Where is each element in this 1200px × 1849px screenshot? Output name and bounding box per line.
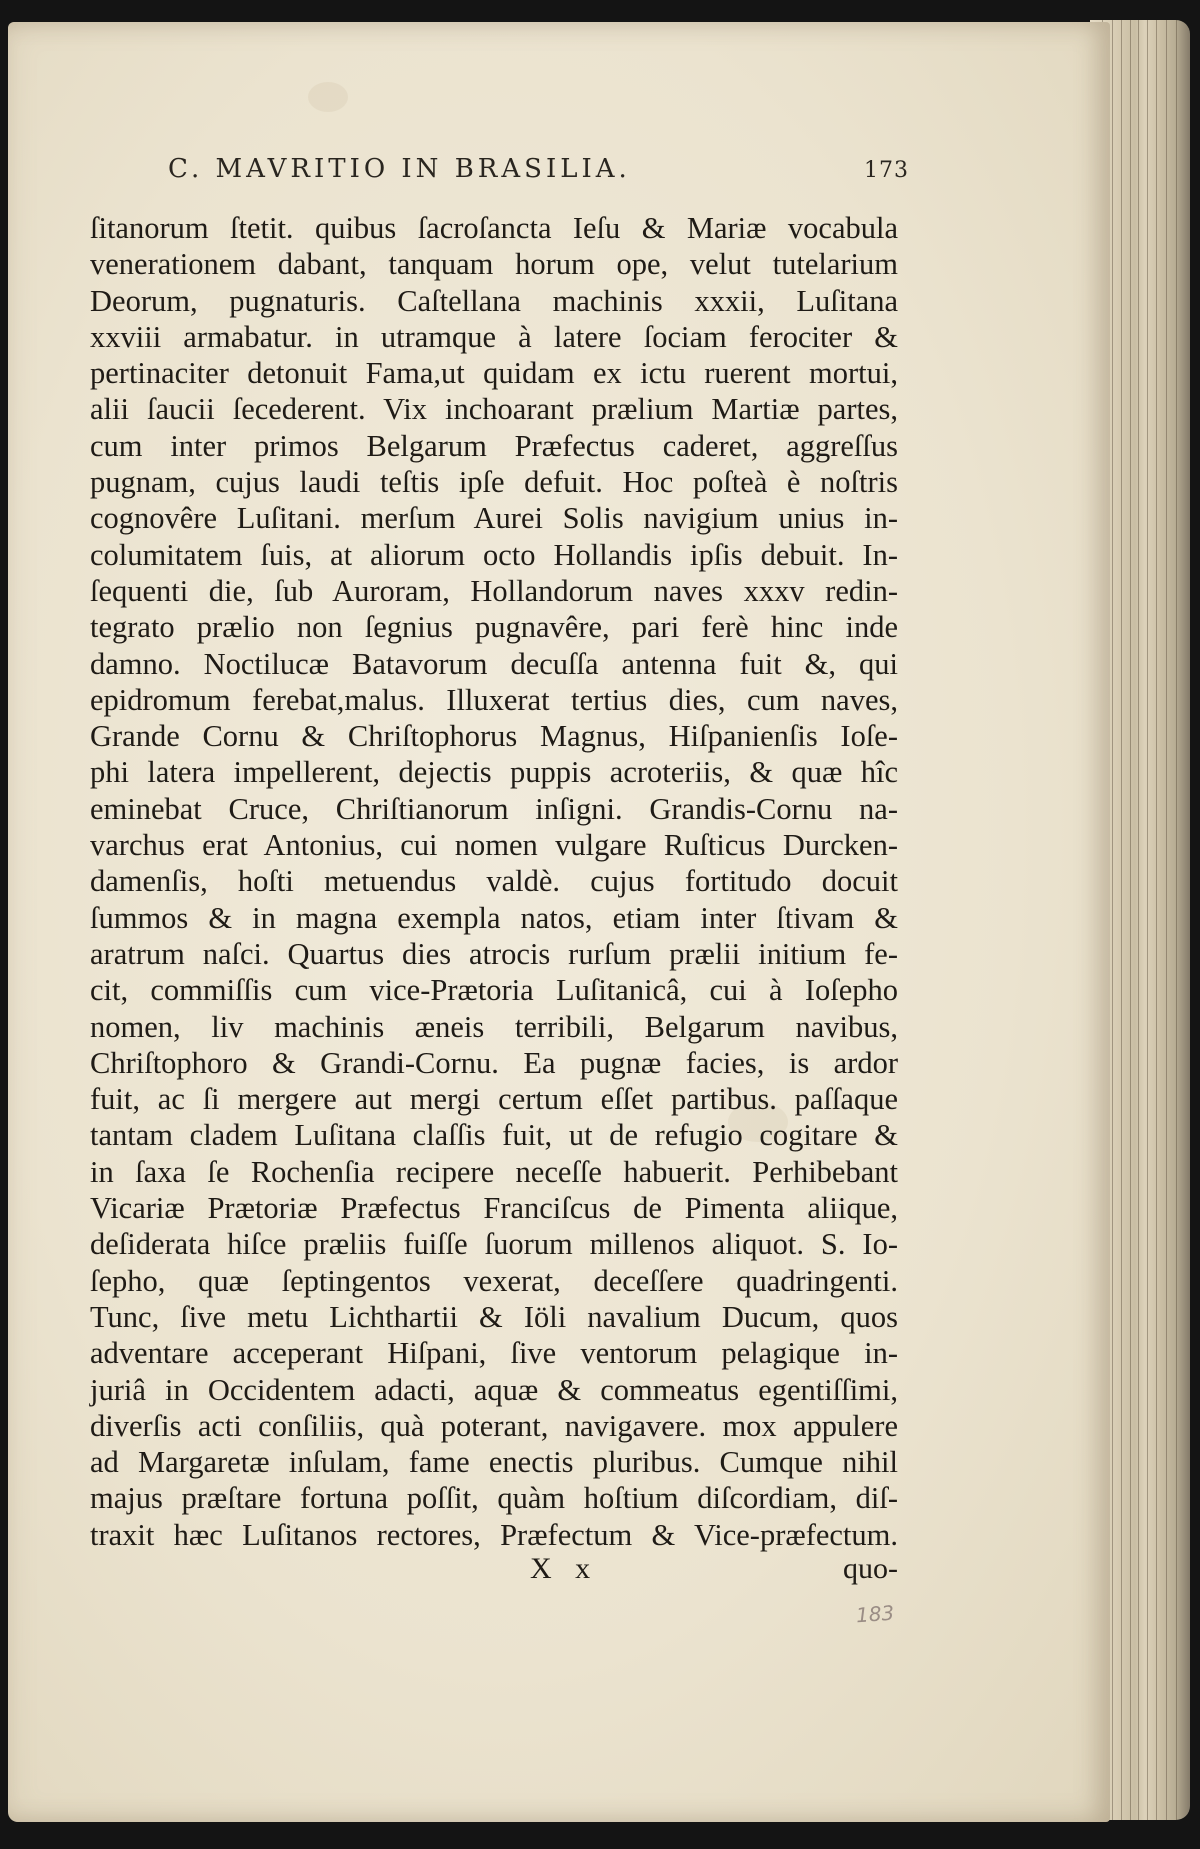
text-line: nomen, liv machinis æneis terribili, Belgarum navibus, [90,1009,898,1044]
text-line: cit, commiſſis cum vice-Prætoria Luſitanicâ, cui à Ioſepho [90,973,898,1008]
running-head [168,154,938,184]
text-line: Deorum, pugnaturis. Caſtellana machinis xxxii, Luſitana [90,283,898,318]
text-line: traxit hæc Luſitanos rectores, Præfectum & Vice-præfectum. [90,1517,898,1552]
text-line: Tunc, ſive metu Lichthartii & Iöli navalium Ducum, quos [90,1299,898,1334]
text-line: fuit, ac ſi mergere aut mergi certum eſſet partibus. paſſaque [90,1082,898,1117]
text-line: alii ſaucii ſecederent. Vix inchoarant prælium Martiæ partes, [90,392,898,427]
text-line: Vicariæ Prætoriæ Præfectus Franciſcus de Pimenta aliique, [90,1191,898,1226]
page-number: 173 [864,158,909,183]
text-line: ad Margaretæ inſulam, fame enectis pluribus. Cumque nihil [90,1445,898,1480]
text-line: juriâ in Occidentem adacti, aquæ & commeatus egentiſſimi, [90,1372,898,1407]
book-page [8,22,1110,1822]
pencil-folio-annotation: 183 [855,1600,895,1628]
body-text [90,210,898,1553]
text-line: deſiderata hiſce præliis fuiſſe ſuorum millenos aliquot. S. Io- [90,1227,898,1262]
text-line: epidromum ferebat,malus. Illuxerat tertius dies, cum naves, [90,682,898,717]
text-line: xxviii armabatur. in utramque à latere ſociam ferociter & [90,319,898,354]
text-line: pertinaciter detonuit Fama,ut quidam ex ictu ruerent mortui, [90,356,898,391]
text-line: ſepho, quæ ſeptingentos vexerat, deceſſere quadringenti. [90,1263,898,1298]
text-line: varchus erat Antonius, cui nomen vulgare Ruſticus Durcken- [90,828,898,863]
text-line: phi latera impellerent, dejectis puppis acroteriis, & quæ hîc [90,755,898,790]
text-line: adventare acceperant Hiſpani, ſive ventorum pelagique in- [90,1336,898,1371]
text-line: Chriſtophoro & Grandi-Cornu. Ea pugnæ facies, is ardor [90,1045,898,1080]
text-line: diverſis acti conſiliis, quà poterant, navigavere. mox appulere [90,1408,898,1443]
text-line: cum inter primos Belgarum Præfectus caderet, aggreſſus [90,428,898,463]
text-line: ſummos & in magna exempla natos, etiam inter ſtivam & [90,900,898,935]
text-line: eminebat Cruce, Chriſtianorum inſigni. Grandis-Cornu na- [90,791,898,826]
text-line: tegrato prælio non ſegnius pugnavêre, pari ferè hinc inde [90,610,898,645]
signature-mark: X x [530,1552,599,1585]
catchword: quo- [843,1552,898,1585]
text-line: pugnam, cujus laudi teſtis ipſe defuit. Hoc poſteà è noſtris [90,465,898,500]
text-line: ſequenti die, ſub Auroram, Hollandorum naves xxxv redin- [90,573,898,608]
text-line: Grande Cornu & Chriſtophorus Magnus, Hiſpanienſis Ioſe- [90,719,898,754]
text-line: damno. Noctilucæ Batavorum decuſſa antenna fuit &, qui [90,646,898,681]
text-line: cognovêre Luſitani. merſum Aurei Solis navigium unius in- [90,501,898,536]
text-line: majus præſtare fortuna poſſit, quàm hoſtium diſcordiam, diſ- [90,1481,898,1516]
text-line: in ſaxa ſe Rochenſia recipere neceſſe habuerit. Perhibebant [90,1154,898,1189]
text-line: ſitanorum ſtetit. quibus ſacroſancta Ieſu & Mariæ vocabula [90,211,898,245]
text-line: venerationem dabant, tanquam horum ope, velut tutelarium [90,247,898,282]
running-head-title: C. MAVRITIO IN BRASILIA. [168,154,631,184]
text-line: columitatem ſuis, at aliorum octo Hollandis ipſis debuit. In- [90,537,898,572]
footer-row [90,1552,898,1592]
text-line: aratrum naſci. Quartus dies atrocis rurſum prælii initium fe- [90,936,898,971]
text-line: damenſis, hoſti metuendus valdè. cujus fortitudo docuit [90,864,898,899]
text-line: tantam cladem Luſitana claſſis fuit, ut de refugio cogitare & [90,1118,898,1153]
